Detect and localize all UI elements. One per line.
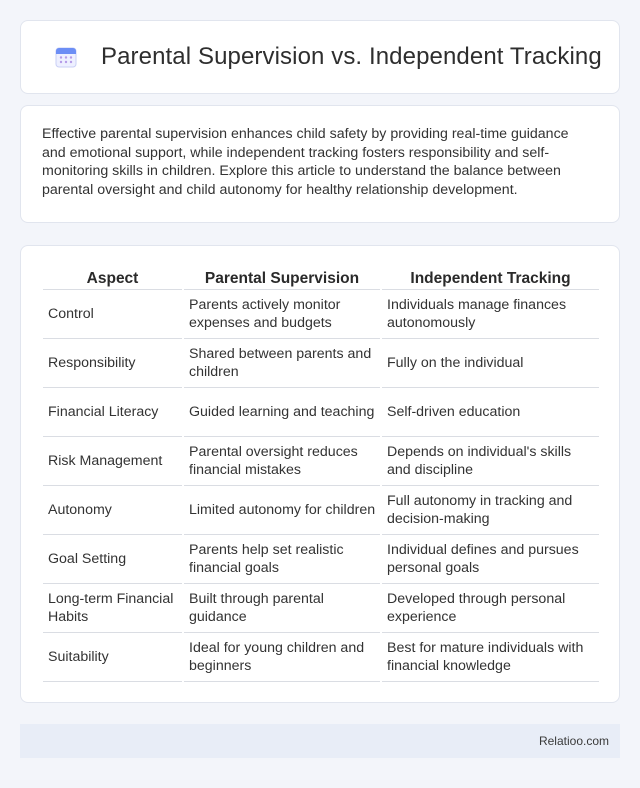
table-row <box>43 584 599 633</box>
aspect-cell: Goal Setting <box>43 535 182 584</box>
independent-cell: Full autonomy in tracking and decision-making <box>382 486 599 535</box>
parental-cell: Parental oversight reduces financial mistakes <box>184 437 380 486</box>
aspect-cell: Financial Literacy <box>43 388 182 437</box>
independent-cell: Best for mature individuals with financial knowledge <box>382 633 599 682</box>
intro-paragraph: Effective parental supervision enhances child safety by providing real-time guidance and emotional support, while independent tracking fosters responsibility and self-monitoring skills in children. Explore this article to understand the balance between parental oversight and child autonomy for healthy relationship development. <box>42 126 569 198</box>
aspect-cell: Risk Management <box>43 437 182 486</box>
page-title: Parental Supervision vs. Independent Tracking <box>101 43 602 70</box>
independent-cell: Self-driven education <box>382 388 599 437</box>
independent-cell: Fully on the individual <box>382 339 599 388</box>
parental-cell: Guided learning and teaching <box>184 388 380 437</box>
aspect-cell: Suitability <box>43 633 182 682</box>
parental-cell: Ideal for young children and beginners <box>184 633 380 682</box>
column-header-independent: Independent Tracking <box>382 265 599 290</box>
footer-bar <box>20 724 620 758</box>
parental-cell: Built through parental guidance <box>184 584 380 633</box>
table-row <box>43 339 599 388</box>
column-header-parental: Parental Supervision <box>184 265 380 290</box>
table-row <box>43 633 599 682</box>
column-header-aspect: Aspect <box>43 265 182 290</box>
parental-cell: Parents help set realistic financial goals <box>184 535 380 584</box>
title-card <box>20 20 620 94</box>
table-row <box>43 290 599 339</box>
calendar-icon <box>54 45 78 69</box>
parental-cell: Limited autonomy for children <box>184 486 380 535</box>
aspect-cell: Control <box>43 290 182 339</box>
footer-site-label: Relatioo.com <box>538 734 609 748</box>
comparison-table <box>41 265 601 682</box>
table-row <box>43 535 599 584</box>
table-row <box>43 437 599 486</box>
table-row <box>43 388 599 437</box>
independent-cell: Developed through personal experience <box>382 584 599 633</box>
aspect-cell: Autonomy <box>43 486 182 535</box>
comparison-card <box>20 245 620 703</box>
independent-cell: Individuals manage finances autonomously <box>382 290 599 339</box>
independent-cell: Depends on individual's skills and discipline <box>382 437 599 486</box>
aspect-cell: Responsibility <box>43 339 182 388</box>
aspect-cell: Long-term Financial Habits <box>43 584 182 633</box>
intro-card <box>20 105 620 223</box>
table-row <box>43 486 599 535</box>
parental-cell: Parents actively monitor expenses and budgets <box>184 290 380 339</box>
independent-cell: Individual defines and pursues personal goals <box>382 535 599 584</box>
table-header-row <box>43 265 599 290</box>
parental-cell: Shared between parents and children <box>184 339 380 388</box>
